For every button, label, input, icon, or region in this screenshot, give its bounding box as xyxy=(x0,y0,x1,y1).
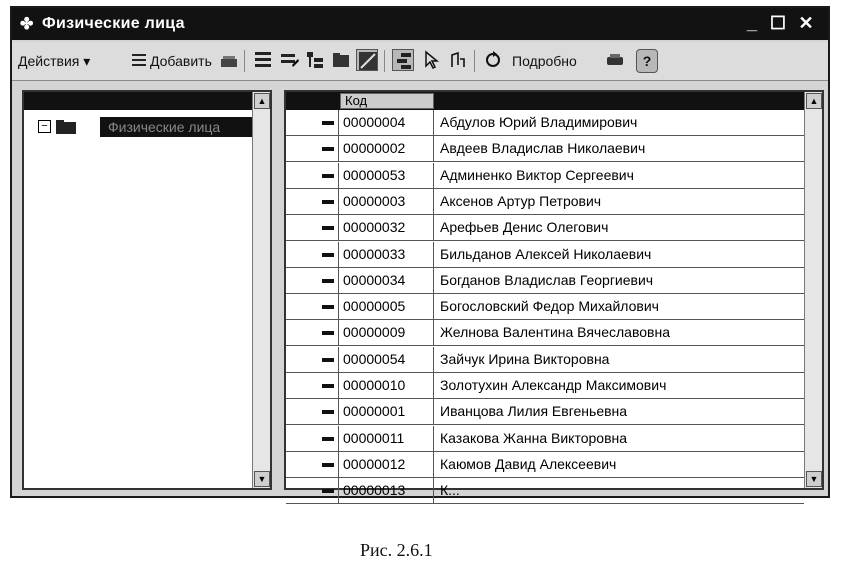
copy-icon[interactable] xyxy=(218,49,240,71)
edit-list-icon[interactable] xyxy=(278,49,300,71)
add-button[interactable]: Добавить xyxy=(150,53,212,69)
row-name[interactable]: Каюмов Давид Алексеевич xyxy=(440,455,617,472)
refresh-icon[interactable] xyxy=(482,49,504,71)
row-code[interactable]: 00000005 xyxy=(338,294,434,319)
table-row[interactable] xyxy=(286,136,804,162)
tree-root-label[interactable]: Физические лица xyxy=(100,117,258,137)
row-code[interactable]: 00000004 xyxy=(338,110,434,135)
add-icon[interactable] xyxy=(128,49,150,71)
row-name[interactable]: Бильданов Алексей Николаевич xyxy=(440,245,652,262)
row-marker-icon xyxy=(322,253,334,257)
row-code[interactable]: 00000011 xyxy=(338,426,434,451)
row-code[interactable]: 00000002 xyxy=(338,136,434,161)
close-button[interactable]: ✕ xyxy=(798,13,814,33)
row-name[interactable]: Арефьев Денис Олегович xyxy=(440,219,609,236)
print-icon[interactable] xyxy=(604,49,626,71)
list-icon[interactable] xyxy=(252,49,274,71)
toolbar-separator xyxy=(384,50,385,72)
details-button[interactable]: Подробно xyxy=(512,53,577,69)
row-code[interactable]: 00000001 xyxy=(338,399,434,424)
row-name[interactable]: Аксенов Артур Петрович xyxy=(440,192,602,209)
scroll-up-icon[interactable]: ▲ xyxy=(806,93,822,109)
scroll-down-icon[interactable]: ▼ xyxy=(806,471,822,487)
table-row[interactable] xyxy=(286,268,804,294)
row-code[interactable]: 00000032 xyxy=(338,215,434,240)
row-marker-icon xyxy=(322,147,334,151)
filter-icon[interactable] xyxy=(356,49,378,71)
row-code[interactable]: 00000033 xyxy=(338,242,434,267)
row-marker-icon xyxy=(322,174,334,178)
row-marker-icon xyxy=(322,384,334,388)
actions-menu[interactable]: Действия ▾ xyxy=(18,53,91,69)
row-code[interactable]: 00000010 xyxy=(338,373,434,398)
history-icon[interactable] xyxy=(446,49,468,71)
table-row[interactable] xyxy=(286,478,804,504)
scroll-up-icon[interactable]: ▲ xyxy=(254,93,270,109)
table-row[interactable] xyxy=(286,189,804,215)
table-row[interactable] xyxy=(286,110,804,136)
grid-scrollbar[interactable] xyxy=(804,92,822,488)
row-code[interactable]: 00000013 xyxy=(338,478,434,503)
folder-icon xyxy=(56,119,78,135)
tree-header xyxy=(24,92,252,110)
row-name[interactable]: Богданов Владислав Георгиевич xyxy=(440,271,654,288)
row-marker-icon xyxy=(322,410,334,414)
row-marker-icon xyxy=(322,200,334,204)
column-header-name[interactable] xyxy=(438,93,808,109)
tree-toggle-icon[interactable] xyxy=(392,49,414,71)
table-row[interactable] xyxy=(286,163,804,189)
toolbar-separator xyxy=(474,50,475,72)
grid-header xyxy=(286,92,804,110)
table-row[interactable] xyxy=(286,373,804,399)
table-row[interactable] xyxy=(286,399,804,425)
row-marker-icon xyxy=(322,331,334,335)
row-marker-icon xyxy=(322,437,334,441)
table-row[interactable] xyxy=(286,215,804,241)
column-header-code[interactable]: Код xyxy=(340,93,434,109)
row-name[interactable]: Золотухин Александр Максимович xyxy=(440,377,667,393)
row-code[interactable]: 00000053 xyxy=(338,163,434,188)
row-code[interactable]: 00000012 xyxy=(338,452,434,477)
row-code[interactable]: 00000003 xyxy=(338,189,434,214)
help-button[interactable]: ? xyxy=(636,49,658,73)
row-name[interactable]: Богословский Федор Михайлович xyxy=(440,298,659,315)
row-marker-icon xyxy=(322,226,334,230)
maximize-button[interactable]: ☐ xyxy=(769,13,787,33)
row-marker-icon xyxy=(322,305,334,309)
row-marker-icon xyxy=(322,279,334,283)
row-code[interactable]: 00000009 xyxy=(338,320,434,345)
data-grid xyxy=(284,90,824,499)
row-name[interactable]: Авдеев Владислав Николаевич xyxy=(440,140,646,157)
table-row[interactable] xyxy=(286,294,804,320)
row-name[interactable]: Абдулов Юрий Владимирович xyxy=(440,114,638,130)
table-row[interactable] xyxy=(286,320,804,346)
row-name[interactable]: К... xyxy=(440,482,460,499)
collapse-icon[interactable]: − xyxy=(38,120,51,133)
figure-caption: Рис. 2.6.1 xyxy=(360,540,433,560)
row-marker-icon xyxy=(322,121,334,125)
tree-scrollbar[interactable] xyxy=(252,92,270,488)
table-row[interactable] xyxy=(286,242,804,268)
row-marker-icon xyxy=(322,358,334,362)
toolbar xyxy=(12,42,828,81)
table-row[interactable] xyxy=(286,452,804,478)
window-title: Физические лица xyxy=(42,15,185,32)
cursor-icon[interactable] xyxy=(420,49,442,71)
table-row[interactable] xyxy=(286,426,804,452)
toolbar-separator xyxy=(244,50,245,72)
row-name[interactable]: Админенко Виктор Сергеевич xyxy=(440,166,634,183)
row-name[interactable]: Зайчук Ирина Викторовна xyxy=(440,350,610,367)
row-name[interactable]: Желнова Валентина Вячеславовна xyxy=(440,324,670,341)
row-code[interactable]: 00000054 xyxy=(338,347,434,372)
row-name[interactable]: Казакова Жанна Викторовна xyxy=(440,429,628,446)
row-marker-icon xyxy=(322,489,334,493)
scroll-down-icon[interactable]: ▼ xyxy=(254,471,270,487)
table-row[interactable] xyxy=(286,347,804,373)
app-icon: ✤ xyxy=(20,16,34,33)
folder-icon[interactable] xyxy=(330,49,352,71)
title-bar xyxy=(12,8,828,40)
tree-panel xyxy=(22,90,272,490)
row-name[interactable]: Иванцова Лилия Евгеньевна xyxy=(440,403,628,420)
window xyxy=(10,6,830,498)
hierarchy-icon[interactable] xyxy=(304,49,326,71)
row-code[interactable]: 00000034 xyxy=(338,268,434,293)
row-marker-icon xyxy=(322,463,334,467)
minimize-button[interactable]: _ xyxy=(746,13,757,33)
